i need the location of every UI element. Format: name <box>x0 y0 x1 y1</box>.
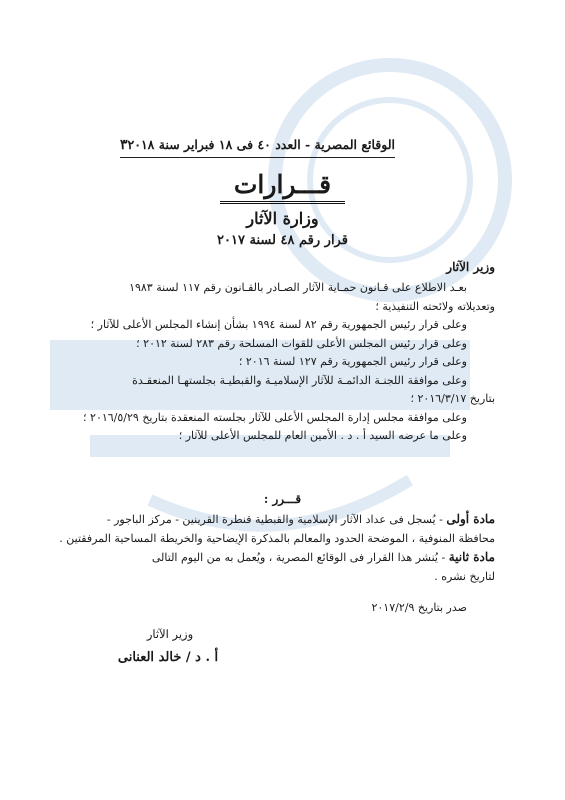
issue-date: صدر بتاريخ ٢٠١٧/٢/٩ <box>371 601 467 614</box>
decree-number: قرار رقم ٤٨ لسنة ٢٠١٧ <box>217 233 348 248</box>
section-title-wrap <box>0 170 565 204</box>
preamble-line: وتعديلاته ولائحته التنفيذية ؛ <box>375 299 495 313</box>
preamble-line: وعلى قرار رئيس المجلس الأعلى للقوات المسلحة رقم ٢٨٣ لسنة ٢٠١٢ ؛ <box>136 336 467 350</box>
minister-heading: وزير الآثار <box>446 260 495 274</box>
preamble-line: وعلى قرار رئيس الجمهورية رقم ١٢٧ لسنة ٢٠١٦ ؛ <box>238 355 467 368</box>
signatory-name: أ . د / خالد العنانى <box>117 650 219 665</box>
articles <box>50 510 495 586</box>
preamble <box>50 279 495 446</box>
article-1-text: - يُسجل فى عداد الآثار الإسلامية والقبطية قنطرة القرينين - مركز الباجور - <box>106 513 447 526</box>
preamble-line: وعلى موافقة اللجنـة الدائمـة للآثار الإسلاميـة والقبطيـة بجلستهـا المنعقـدة <box>132 373 467 387</box>
preamble-line: بتاريخ ٢٠١٦/٣/١٧ ؛ <box>410 392 495 405</box>
running-title: الوقائع المصرية - العدد ٤٠ فى ١٨ فبراير سنة ٢٠١٨ <box>127 137 395 152</box>
section-title: قـــرارات <box>220 170 345 204</box>
preamble-line: وعلى موافقة مجلس إدارة المجلس الأعلى للآثار بجلسته المنعقدة بتاريخ ٢٠١٦/٥/٢٩ ؛ <box>83 410 467 424</box>
article-2-text: - يُنشر هذا القرار فى الوقائع المصرية ، ويُعمل به من اليوم التالى <box>151 551 449 564</box>
page-number: ٣ <box>120 137 128 153</box>
preamble-line: بعـد الاطلاع على قـانون حمـاية الآثار الصـادر بالقـانون رقم ١١٧ لسنة ١٩٨٣ <box>129 281 467 294</box>
ministry-name: وزارة الآثار <box>246 209 319 228</box>
article-2-label: مادة ثانية <box>448 550 495 564</box>
running-header <box>120 135 395 158</box>
decided-heading: قـــرر : <box>263 492 302 506</box>
preamble-line: وعلى ما عرضه السيد أ . د . الأمين العام للمجلس الأعلى للآثار ؛ <box>178 429 467 442</box>
article-2-line-2: لتاريخ نشره . <box>434 570 495 583</box>
article-1-label: مادة أولى <box>446 512 495 526</box>
article-1-line-2: محافظة المنوفية ، الموضحة الحدود والمعالم بالمذكرة الإيضاحية والخريطة المساحية المرفقتين . <box>59 532 495 545</box>
article-2-line-1 <box>50 548 495 567</box>
article-1-line-1 <box>50 510 495 529</box>
signatory-title: وزير الآثار <box>146 627 194 641</box>
preamble-line: وعلى قرار رئيس الجمهورية رقم ٨٢ لسنة ١٩٩٤ بشأن إنشاء المجلس الأعلى للآثار ؛ <box>90 318 467 331</box>
